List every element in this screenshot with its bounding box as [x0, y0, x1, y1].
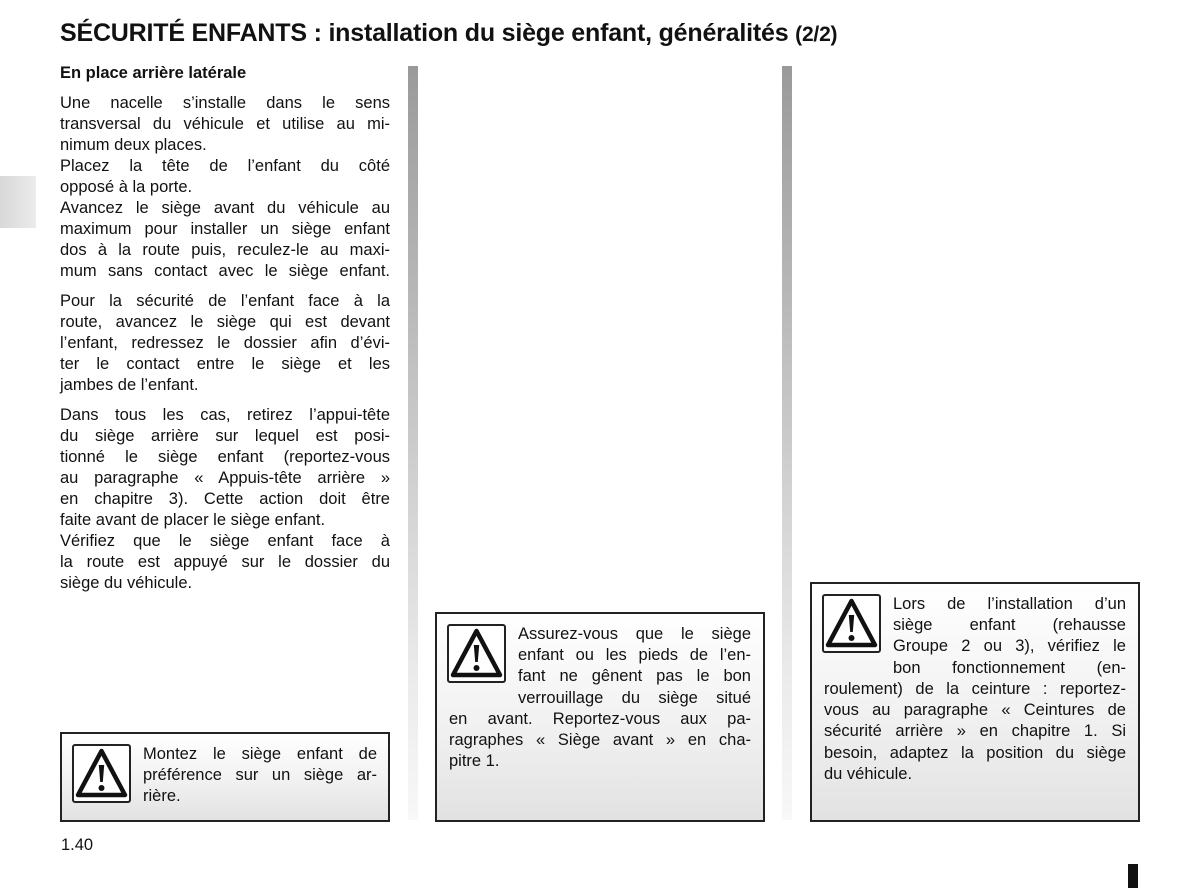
text-line: en avant. Reportez-vous aux pa-	[449, 710, 751, 728]
text-line: préférence sur un siège ar-	[143, 766, 377, 785]
page-number: 1.40	[61, 836, 94, 854]
text-line: jambes de l’enfant.	[60, 376, 199, 394]
warning-triangle-icon	[822, 594, 881, 653]
text-line: Assurez-vous que le siège	[518, 625, 751, 643]
text-line: Vérifiez que le siège enfant face à	[60, 532, 390, 550]
text-line: Groupe 2 ou 3), vérifiez le	[893, 637, 1126, 656]
warning-triangle-icon	[447, 624, 506, 683]
text-line: fant ne gênent pas le bon	[518, 667, 751, 686]
text-line: route, avancez le siège qui est devant	[60, 313, 390, 331]
warning-box-rear-seat	[60, 732, 390, 822]
text-line: verrouillage du siège situé	[518, 688, 751, 707]
paragraph-3	[60, 405, 390, 594]
text-line: Placez la tête de l’enfant du côté	[60, 157, 390, 175]
text-line: pitre 1.	[449, 752, 500, 771]
text-line: siège enfant (rehausse	[893, 616, 1126, 635]
text-line: Lors de l’installation d’un	[893, 595, 1126, 613]
text-line: Dans tous les cas, retirez l’appui-tête	[60, 406, 390, 424]
warning-box-seat-belt	[810, 582, 1140, 822]
text-line: Pour la sécurité de l’enfant face à la	[60, 292, 390, 310]
title-page-indicator: (2/2)	[795, 23, 838, 46]
text-line: du siège arrière sur lequel est posi-	[60, 427, 390, 445]
text-line: sécurité arrière » en chapitre 1. Si	[824, 722, 1126, 741]
warning-box-front-seat-lock	[435, 612, 765, 822]
main-text-column	[60, 63, 390, 603]
text-line: l’enfant, redressez le dossier afin d’évi-	[60, 334, 390, 352]
text-line: au paragraphe « Appuis-tête arrière »	[60, 469, 390, 487]
text-line: transversal du véhicule et utilise au mi-	[60, 115, 390, 133]
section-subheading: En place arrière latérale	[60, 64, 247, 82]
text-line: nimum deux places.	[60, 136, 207, 154]
text-line: dos à la route puis, reculez-le au maxi-	[60, 241, 390, 259]
text-line: Montez le siège enfant de	[143, 745, 377, 763]
text-line: la route est appuyé sur le dossier du	[60, 553, 390, 571]
text-line: ter le contact entre le siège et les	[60, 355, 390, 373]
warning-text-bottom	[449, 709, 751, 773]
page-title	[60, 19, 837, 48]
warning-text-bottom	[824, 679, 1126, 785]
paragraph-1	[60, 93, 390, 282]
page-edge-marker	[1128, 864, 1138, 888]
text-line: opposé à la porte.	[60, 178, 193, 196]
column-divider-right	[782, 66, 792, 820]
text-line: enfant ou les pieds de l’en-	[518, 646, 751, 665]
paragraph-2	[60, 291, 390, 396]
text-line: vous au paragraphe « Ceintures de	[824, 701, 1126, 720]
warning-text-top	[518, 624, 751, 709]
text-line: roulement) de la ceinture : reportez-	[824, 680, 1126, 698]
text-line: ragraphes « Siège avant » en cha-	[449, 731, 751, 750]
text-line: Une nacelle s’installe dans le sens	[60, 94, 390, 112]
text-line: maximum pour installer un siège enfant	[60, 220, 390, 238]
warning-text	[143, 744, 377, 808]
warning-triangle-icon	[72, 744, 131, 803]
title-main: SÉCURITÉ ENFANTS : installation du siège enfant, généralités	[60, 19, 789, 47]
column-divider-left	[408, 66, 418, 820]
text-line: bon fonctionnement (en-	[893, 658, 1126, 677]
text-line: siège du véhicule.	[60, 574, 193, 592]
text-line: tionné le siège enfant (reportez-vous	[60, 448, 390, 466]
text-line: mum sans contact avec le siège enfant.	[60, 262, 390, 280]
text-line: en chapitre 3). Cette action doit être	[60, 490, 390, 508]
text-line: besoin, adaptez la position du siège	[824, 743, 1126, 762]
chapter-tab	[0, 176, 36, 228]
text-line: rière.	[143, 787, 181, 806]
text-line: faite avant de placer le siège enfant.	[60, 511, 326, 529]
text-line: du véhicule.	[824, 764, 913, 783]
warning-text-top	[893, 594, 1126, 679]
text-line: Avancez le siège avant du véhicule au	[60, 199, 390, 217]
